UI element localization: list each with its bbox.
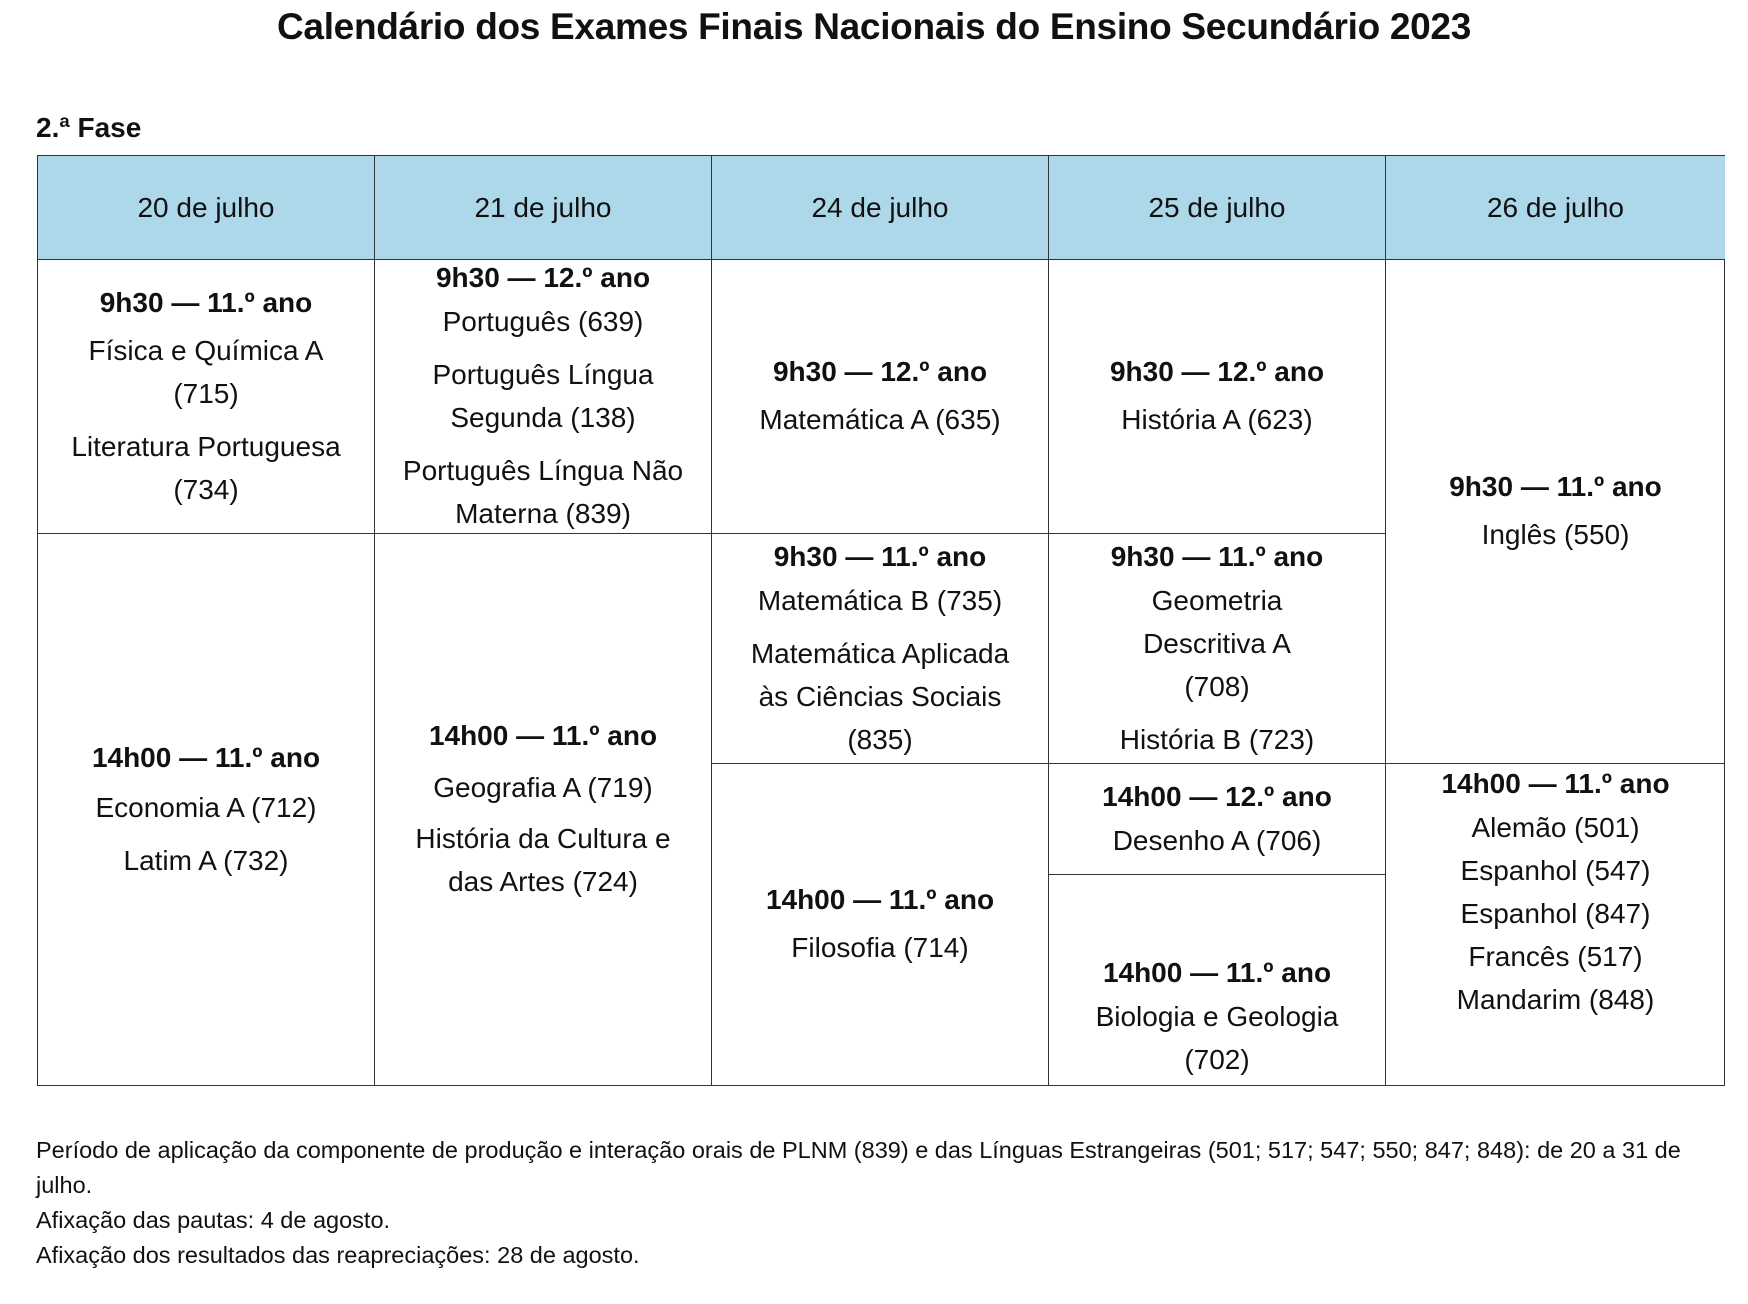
day-4-afternoon-12-cell [1049,764,1386,875]
exam-subject: Latim A (732) [123,844,289,876]
exam-time: 14h00 — 11.º ano [1102,957,1332,988]
exam-time: 9h30 — 12.º ano [772,356,988,387]
day-3-morning-12-cell [712,260,1049,534]
exam-time: 14h00 — 11.º ano [1441,768,1670,799]
day-1-afternoon-cell [38,534,375,1085]
exam-subject: Economia A (712) [95,791,317,823]
day-4-morning-12-cell [1049,260,1386,534]
exam-time: 14h00 — 12.º ano [1102,780,1332,812]
exam-time: 9h30 — 11.º ano [773,540,987,572]
day-4-morning-11-cell [1049,534,1386,764]
day-4-afternoon-11-cell [1049,875,1386,1085]
exam-subject: Inglês (550) [1481,519,1630,550]
exam-time: 9h30 — 11.º ano [1449,471,1662,502]
exam-subject: Espanhol (847) [1460,898,1651,929]
column-header-day-4: 25 de julho [1049,156,1386,260]
exam-time: 14h00 — 11.º ano [91,741,321,773]
exam-time: 14h00 — 11.º ano [428,720,658,751]
exam-subject: Francês (517) [1468,941,1643,972]
note-review-results: Afixação dos resultados das reapreciações: 28 de agosto. [36,1242,640,1268]
column-header-day-2: 21 de julho [375,156,712,260]
exam-subject: Português Língua Segunda (138) [432,359,654,433]
exam-subject: Geometria Descritiva A (708) [1143,584,1291,702]
exam-subject: Espanhol (547) [1460,855,1651,886]
exam-schedule-table [37,155,1725,1086]
exam-subject: Literatura Portuguesa (734) [71,430,341,505]
exam-subject: Física e Química A (715) [88,334,324,409]
day-1-morning-cell [38,260,375,534]
exam-time: 9h30 — 12.º ano [435,262,651,293]
phase-heading: 2.ª Fase [36,112,142,143]
day-5-afternoon-cell [1386,764,1725,1085]
exam-time: 9h30 — 12.º ano [1109,356,1325,387]
exam-subject: Português (639) [442,306,644,337]
column-header-day-3: 24 de julho [712,156,1049,260]
exam-subject: Desenho A (706) [1112,824,1322,856]
exam-subject: História A (623) [1121,404,1313,435]
exam-subject: História da Cultura e das Artes (724) [415,823,671,897]
day-2-afternoon-cell [375,534,712,1085]
page-title: Calendário dos Exames Finais Nacionais do Ensino Secundário 2023 [277,6,1471,47]
exam-subject: História B (723) [1119,723,1315,755]
exam-subject: Biologia e Geologia (702) [1095,1001,1339,1075]
exam-subject: Matemática Aplicada às Ciências Sociais (835) [750,637,1010,755]
exam-subject: Geografia A (719) [433,772,653,803]
note-oral-component: Período de aplicação da componente de produção e interação orais de PLNM (839) e das Línguas Estrangeiras (501; 517; 547; 550; 847; 848): de 20 a 31 de julho. [36,1137,1681,1198]
column-header-day-1: 20 de julho [38,156,375,260]
day-3-afternoon-cell [712,764,1049,1085]
note-grades-posting: Afixação das pautas: 4 de agosto. [36,1207,391,1233]
exam-time: 9h30 — 11.º ano [1110,540,1324,572]
exam-subject: Português Língua Não Materna (839) [402,455,684,529]
exam-subject: Mandarim (848) [1456,984,1655,1015]
exam-subject: Alemão (501) [1471,812,1640,843]
exam-subject: Matemática A (635) [759,404,1001,435]
day-3-morning-11-cell [712,534,1049,764]
column-header-day-5: 26 de julho [1386,156,1725,260]
exam-time: 14h00 — 11.º ano [765,884,995,915]
day-5-morning-cell [1386,260,1725,764]
exam-subject: Matemática B (735) [757,584,1003,616]
exam-subject: Filosofia (714) [791,932,969,963]
day-2-morning-cell [375,260,712,534]
footnotes [36,1133,1716,1273]
exam-time: 9h30 — 11.º ano [99,286,313,318]
